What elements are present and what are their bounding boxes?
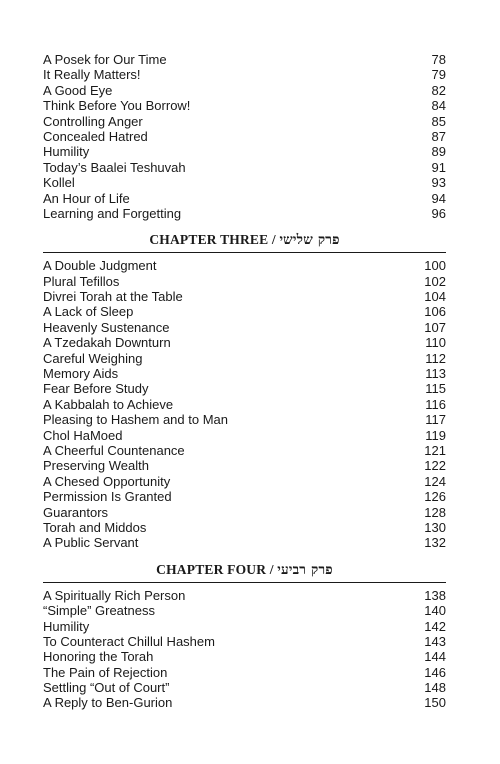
toc-entry-page: 140 bbox=[424, 603, 446, 619]
table-of-contents bbox=[43, 52, 446, 711]
toc-entry bbox=[43, 304, 446, 319]
toc-entry-title: A Tzedakah Downturn bbox=[43, 335, 171, 351]
toc-entry-title: Chol HaMoed bbox=[43, 427, 123, 443]
toc-entry bbox=[43, 535, 446, 550]
toc-entry-title: Permission Is Granted bbox=[43, 489, 172, 505]
toc-entry-page: 84 bbox=[431, 98, 446, 114]
toc-entry bbox=[43, 67, 446, 82]
toc-entry bbox=[43, 175, 446, 190]
toc-entry bbox=[43, 458, 446, 473]
toc-entry-page: 112 bbox=[425, 350, 446, 366]
toc-entry-page: 94 bbox=[431, 190, 446, 206]
toc-entry bbox=[43, 289, 446, 304]
toc-entry bbox=[43, 412, 446, 427]
toc-entry-page: 100 bbox=[424, 258, 446, 274]
toc-entry-title: Heavenly Sustenance bbox=[43, 319, 170, 335]
toc-entry bbox=[43, 634, 446, 649]
toc-entry-title: Preserving Wealth bbox=[43, 458, 149, 474]
toc-entry bbox=[43, 603, 446, 618]
toc-entry bbox=[43, 144, 446, 159]
toc-entry bbox=[43, 320, 446, 335]
toc-entry-page: 119 bbox=[425, 427, 446, 443]
toc-entry bbox=[43, 83, 446, 98]
toc-entry bbox=[43, 665, 446, 680]
toc-entry-title: It Really Matters! bbox=[43, 67, 141, 83]
toc-entry bbox=[43, 474, 446, 489]
toc-entry-title: A Reply to Ben-Gurion bbox=[43, 695, 173, 711]
chapter-four-heading bbox=[43, 558, 446, 583]
toc-entry bbox=[43, 489, 446, 504]
toc-entry-title: Torah and Middos bbox=[43, 519, 147, 535]
toc-entry-page: 102 bbox=[424, 273, 446, 289]
toc-entry-page: 124 bbox=[424, 473, 446, 489]
toc-entry bbox=[43, 206, 446, 221]
toc-entry-title: A Cheerful Countenance bbox=[43, 442, 185, 458]
toc-entry bbox=[43, 114, 446, 129]
toc-entry-title: To Counteract Chillul Hashem bbox=[43, 633, 215, 649]
toc-entry bbox=[43, 258, 446, 273]
toc-entry-title: Memory Aids bbox=[43, 366, 119, 382]
toc-entry-page: 122 bbox=[424, 458, 446, 474]
toc-entry bbox=[43, 160, 446, 175]
toc-entry-page: 143 bbox=[424, 633, 446, 649]
toc-entry bbox=[43, 428, 446, 443]
toc-entry-page: 82 bbox=[431, 82, 446, 98]
toc-entry-title: A Public Servant bbox=[43, 535, 139, 551]
toc-entry-title: A Chesed Opportunity bbox=[43, 473, 171, 489]
toc-entry bbox=[43, 274, 446, 289]
toc-entry-page: 150 bbox=[424, 695, 446, 711]
toc-entry-page: 93 bbox=[431, 175, 446, 191]
chapter-three-label: CHAPTER THREE / bbox=[149, 232, 280, 248]
toc-entry-title: A Double Judgment bbox=[43, 258, 157, 274]
toc-entry bbox=[43, 191, 446, 206]
toc-entry bbox=[43, 695, 446, 710]
toc-entry-title: Divrei Torah at the Table bbox=[43, 289, 183, 305]
toc-entry bbox=[43, 520, 446, 535]
toc-entry-page: 121 bbox=[424, 442, 446, 458]
toc-entry-page: 126 bbox=[424, 489, 446, 505]
toc-entry bbox=[43, 351, 446, 366]
toc-entry-title: Settling “Out of Court” bbox=[43, 680, 170, 696]
toc-entry-title: Plural Tefillos bbox=[43, 273, 120, 289]
toc-entry-title: Honoring the Torah bbox=[43, 649, 154, 665]
toc-entry bbox=[43, 588, 446, 603]
entry-list-top bbox=[43, 52, 446, 221]
toc-entry-page: 132 bbox=[424, 535, 446, 551]
toc-entry bbox=[43, 335, 446, 350]
toc-entry-title: Fear Before Study bbox=[43, 381, 149, 397]
toc-entry-page: 89 bbox=[431, 144, 446, 160]
toc-entry-page: 96 bbox=[431, 205, 446, 221]
toc-entry-page: 128 bbox=[424, 504, 446, 520]
toc-entry-page: 106 bbox=[424, 304, 446, 320]
toc-entry-title: Humility bbox=[43, 618, 90, 634]
toc-entry-title: Think Before You Borrow! bbox=[43, 98, 191, 114]
toc-entry-title: Kollel bbox=[43, 175, 75, 191]
toc-entry-page: 130 bbox=[424, 519, 446, 535]
toc-entry bbox=[43, 129, 446, 144]
toc-entry-page: 91 bbox=[431, 159, 446, 175]
toc-entry-page: 79 bbox=[431, 67, 446, 83]
toc-entry-page: 115 bbox=[425, 381, 446, 397]
toc-entry-title: A Good Eye bbox=[43, 82, 113, 98]
toc-entry-title: Today’s Baalei Teshuvah bbox=[43, 159, 186, 175]
toc-entry bbox=[43, 680, 446, 695]
toc-entry-title: A Posek for Our Time bbox=[43, 52, 167, 67]
toc-entry bbox=[43, 649, 446, 664]
toc-entry-page: 138 bbox=[424, 587, 446, 603]
entry-list-chapter-three bbox=[43, 258, 446, 550]
chapter-four-hebrew: פרק רביעי bbox=[277, 561, 333, 578]
toc-entry-title: Guarantors bbox=[43, 504, 109, 520]
toc-entry-page: 144 bbox=[424, 649, 446, 665]
toc-entry-page: 87 bbox=[431, 128, 446, 144]
toc-entry-page: 117 bbox=[425, 412, 446, 428]
toc-entry bbox=[43, 98, 446, 113]
toc-entry-title: An Hour of Life bbox=[43, 190, 130, 206]
toc-entry bbox=[43, 52, 446, 67]
chapter-four-label: CHAPTER FOUR / bbox=[156, 561, 278, 577]
entry-list-chapter-four bbox=[43, 588, 446, 711]
toc-entry bbox=[43, 397, 446, 412]
toc-entry-page: 148 bbox=[424, 680, 446, 696]
chapter-three-hebrew: פרק שלישי bbox=[279, 232, 340, 249]
toc-entry-page: 146 bbox=[424, 664, 446, 680]
chapter-three-heading bbox=[43, 228, 446, 253]
toc-entry-title: Pleasing to Hashem and to Man bbox=[43, 412, 228, 428]
toc-entry bbox=[43, 619, 446, 634]
toc-entry-title: Careful Weighing bbox=[43, 350, 143, 366]
toc-entry bbox=[43, 443, 446, 458]
toc-entry-page: 110 bbox=[425, 335, 446, 351]
toc-entry-title: Humility bbox=[43, 144, 90, 160]
toc-entry-page: 85 bbox=[431, 113, 446, 129]
toc-entry-page: 107 bbox=[424, 319, 446, 335]
toc-entry-title: A Lack of Sleep bbox=[43, 304, 134, 320]
toc-entry-title: A Spiritually Rich Person bbox=[43, 587, 186, 603]
toc-entry bbox=[43, 505, 446, 520]
toc-entry-title: The Pain of Rejection bbox=[43, 664, 168, 680]
toc-entry-title: Learning and Forgetting bbox=[43, 205, 182, 221]
toc-entry-title: “Simple” Greatness bbox=[43, 603, 155, 619]
toc-entry-page: 113 bbox=[425, 366, 446, 382]
toc-entry-page: 116 bbox=[425, 396, 446, 412]
toc-entry-title: Controlling Anger bbox=[43, 113, 143, 129]
toc-entry-page: 78 bbox=[431, 52, 446, 67]
toc-entry-title: A Kabbalah to Achieve bbox=[43, 396, 174, 412]
toc-entry-page: 142 bbox=[424, 618, 446, 634]
toc-entry-title: Concealed Hatred bbox=[43, 128, 148, 144]
toc-entry-page: 104 bbox=[424, 289, 446, 305]
toc-entry bbox=[43, 381, 446, 396]
toc-entry bbox=[43, 366, 446, 381]
